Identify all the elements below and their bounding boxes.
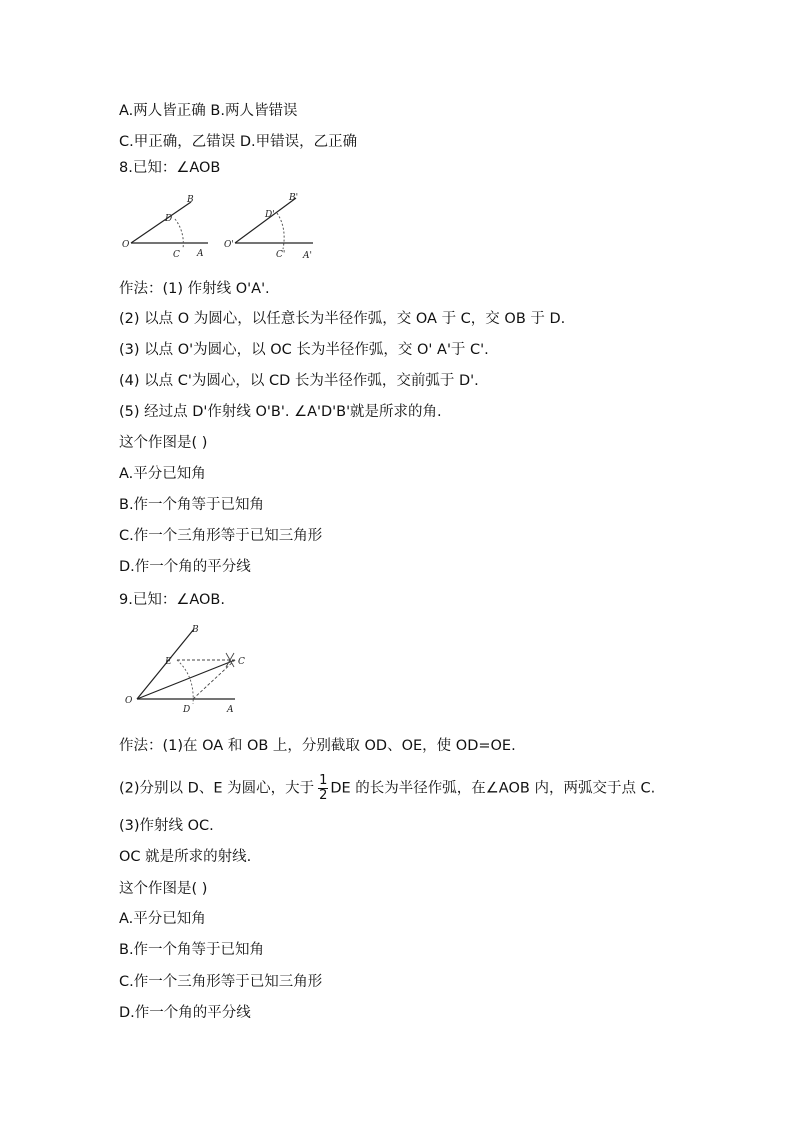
q9-step-2-prefix: (2)分别以 D、E 为圆心，大于 [119,780,315,797]
q8-right-label-b: B' [289,193,299,203]
q8-stem: 8.已知：∠AOB [119,160,221,176]
q8-figure-left-angle [122,195,208,260]
q8-left-label-b: B [187,195,194,205]
q9-option-c: C.作一个三角形等于已知三角形 [119,974,323,990]
q8-question: 这个作图是( ) [119,435,208,451]
q8-option-c: C.作一个三角形等于已知三角形 [119,528,323,544]
q9-label-d: D [183,705,191,715]
q9-label-b: B [192,625,199,635]
q8-left-label-o: O [122,240,130,250]
q8-right-label-c: C' [276,250,286,260]
q9-label-e: E [165,657,172,667]
q8-figure [119,188,329,266]
q9-question: 这个作图是( ) [119,881,208,897]
q9-step-2-suffix: DE 的长为半径作弧，在∠AOB 内，两弧交于点 C. [330,780,656,797]
q9-stem: 9.已知：∠AOB. [119,592,225,608]
q8-left-label-c: C [173,250,180,260]
fraction-numerator: 1 [319,773,328,788]
one-half-fraction [318,774,328,803]
q8-right-label-d: D' [265,210,275,220]
q9-option-b: B.作一个角等于已知角 [119,942,265,958]
q9-label-c: C [238,657,245,667]
q8-step-2: (2) 以点 O 为圆心，以任意长为半径作弧，交 OA 于 C，交 OB 于 D. [119,311,566,327]
q8-left-label-a: A [197,249,204,259]
q9-option-d: D.作一个角的平分线 [119,1005,251,1021]
q8-left-label-d: D [165,214,173,224]
q9-label-o: O [125,696,133,706]
q8-step-1: 作法：(1) 作射线 O'A'. [119,281,270,297]
q9-step-3: (3)作射线 OC. [119,818,214,834]
q8-option-d: D.作一个角的平分线 [119,559,251,575]
q8-option-a: A.平分已知角 [119,466,206,482]
q9-step-2 [119,774,655,803]
q8-step-4: (4) 以点 C'为圆心，以 CD 长为半径作弧，交前弧于 D'. [119,373,479,389]
q9-figure [122,622,252,717]
q8-figure-right-angle [224,193,313,261]
q9-conclusion: OC 就是所求的射线. [119,849,252,865]
q7-option-line-1: A.两人皆正确 B.两人皆错误 [119,103,298,119]
q9-step-1: 作法：(1)在 OA 和 OB 上，分别截取 OD、OE，使 OD=OE. [119,738,516,754]
q8-option-b: B.作一个角等于已知角 [119,497,265,513]
q8-step-3: (3) 以点 O'为圆心，以 OC 长为半径作弧，交 O' A'于 C'. [119,342,489,358]
q9-option-a: A.平分已知角 [119,911,206,927]
q7-option-line-2: C.甲正确，乙错误 D.甲错误，乙正确 [119,134,358,150]
q9-label-a: A [227,705,234,715]
fraction-denominator: 2 [319,788,328,803]
q8-right-label-o: O' [224,240,234,250]
q8-step-5: (5) 经过点 D'作射线 O'B'. ∠A'D'B'就是所求的角. [119,404,442,420]
q8-right-label-a: A' [303,251,312,261]
